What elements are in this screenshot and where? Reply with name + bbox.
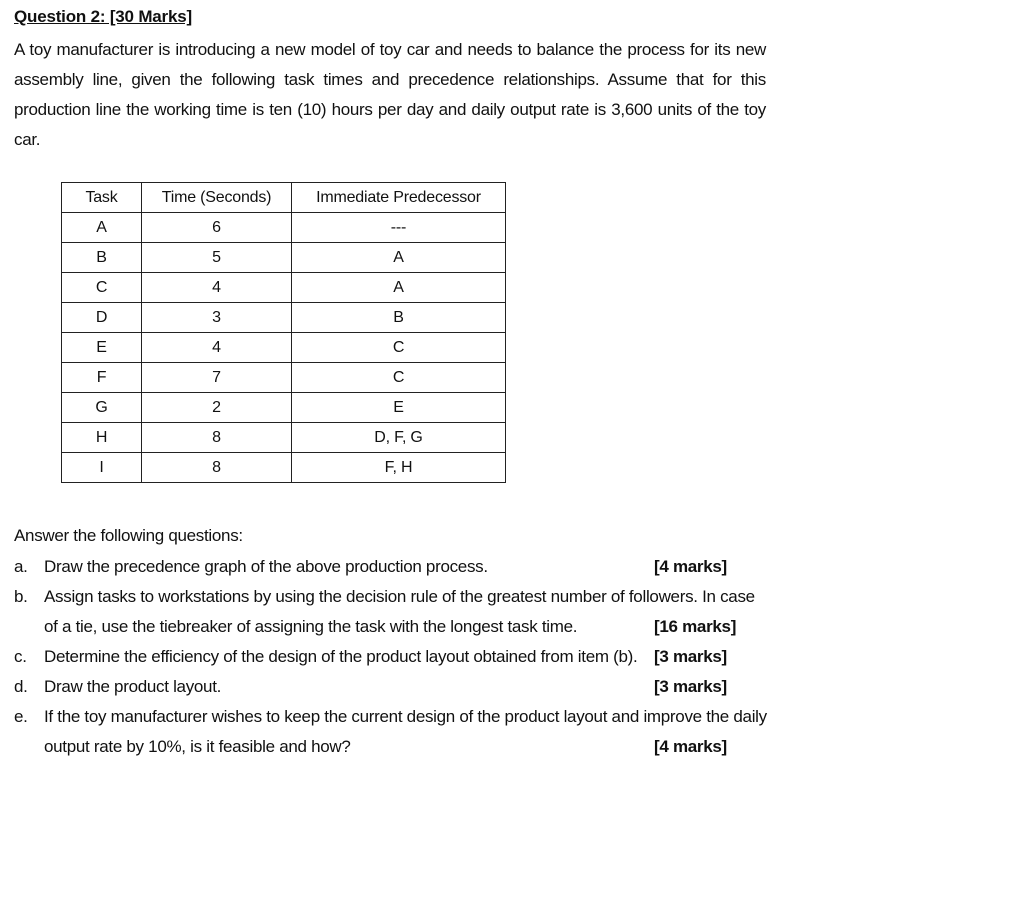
question-letter: a.	[14, 557, 28, 576]
cell-predecessor: ---	[292, 213, 506, 243]
table-row	[62, 393, 506, 423]
question-marks: [16 marks]	[654, 617, 737, 636]
question-text: Assign tasks to workstations by using the decision rule of the greatest number of followers. In case	[44, 587, 755, 606]
cell-task: B	[62, 243, 142, 273]
question-text: Determine the efficiency of the design of the product layout obtained from item (b).	[44, 647, 638, 666]
table-row	[62, 453, 506, 483]
cell-predecessor: B	[292, 303, 506, 333]
question-marks: [3 marks]	[654, 677, 727, 696]
table-header-row	[62, 183, 506, 213]
cell-task: G	[62, 393, 142, 423]
question-letter: c.	[14, 647, 27, 666]
intro-paragraph	[14, 35, 766, 155]
table-row	[62, 303, 506, 333]
question-text: output rate by 10%, is it feasible and how?	[44, 737, 351, 756]
cell-time: 3	[142, 303, 292, 333]
table-row	[62, 243, 506, 273]
question-text: If the toy manufacturer wishes to keep the current design of the product layout and improve the daily	[44, 707, 767, 726]
question-marks: [3 marks]	[654, 647, 727, 666]
intro-line: A toy manufacturer is introducing a new model of toy car and needs to balance the process for its new	[14, 40, 766, 59]
question-heading: Question 2: [30 Marks]	[14, 7, 192, 26]
question-marks: [4 marks]	[654, 737, 727, 756]
cell-task: H	[62, 423, 142, 453]
question-c	[14, 642, 774, 672]
table-row	[62, 273, 506, 303]
cell-time: 8	[142, 423, 292, 453]
question-letter: b.	[14, 587, 28, 606]
cell-time: 4	[142, 333, 292, 363]
question-marks: [4 marks]	[654, 557, 727, 576]
cell-time: 2	[142, 393, 292, 423]
question-d	[14, 672, 774, 702]
cell-predecessor: A	[292, 273, 506, 303]
question-text: of a tie, use the tiebreaker of assigning the task with the longest task time.	[44, 617, 578, 636]
questions-label: Answer the following questions:	[14, 526, 243, 545]
table-row	[62, 333, 506, 363]
question-text: Draw the precedence graph of the above production process.	[44, 557, 488, 576]
question-text: Draw the product layout.	[44, 677, 222, 696]
cell-time: 5	[142, 243, 292, 273]
question-letter: d.	[14, 677, 28, 696]
cell-task: D	[62, 303, 142, 333]
cell-task: E	[62, 333, 142, 363]
cell-time: 7	[142, 363, 292, 393]
intro-line: production line the working time is ten (10) hours per day and daily output rate is 3,600 units of the toy	[14, 100, 766, 119]
question-b	[14, 582, 774, 642]
question-e	[14, 702, 774, 762]
cell-time: 8	[142, 453, 292, 483]
cell-predecessor: E	[292, 393, 506, 423]
header-time: Time (Seconds)	[142, 183, 292, 213]
cell-predecessor: D, F, G	[292, 423, 506, 453]
question-a	[14, 552, 774, 582]
cell-task: F	[62, 363, 142, 393]
cell-predecessor: C	[292, 333, 506, 363]
cell-time: 4	[142, 273, 292, 303]
intro-line: car.	[14, 130, 41, 149]
table-row	[62, 363, 506, 393]
task-table	[61, 182, 506, 483]
intro-line: assembly line, given the following task times and precedence relationships. Assume that for this	[14, 70, 766, 89]
cell-predecessor: A	[292, 243, 506, 273]
cell-task: I	[62, 453, 142, 483]
cell-task: A	[62, 213, 142, 243]
cell-task: C	[62, 273, 142, 303]
header-predecessor: Immediate Predecessor	[292, 183, 506, 213]
question-letter: e.	[14, 707, 28, 726]
cell-time: 6	[142, 213, 292, 243]
header-task: Task	[62, 183, 142, 213]
cell-predecessor: C	[292, 363, 506, 393]
table-row	[62, 423, 506, 453]
cell-predecessor: F, H	[292, 453, 506, 483]
table-row	[62, 213, 506, 243]
